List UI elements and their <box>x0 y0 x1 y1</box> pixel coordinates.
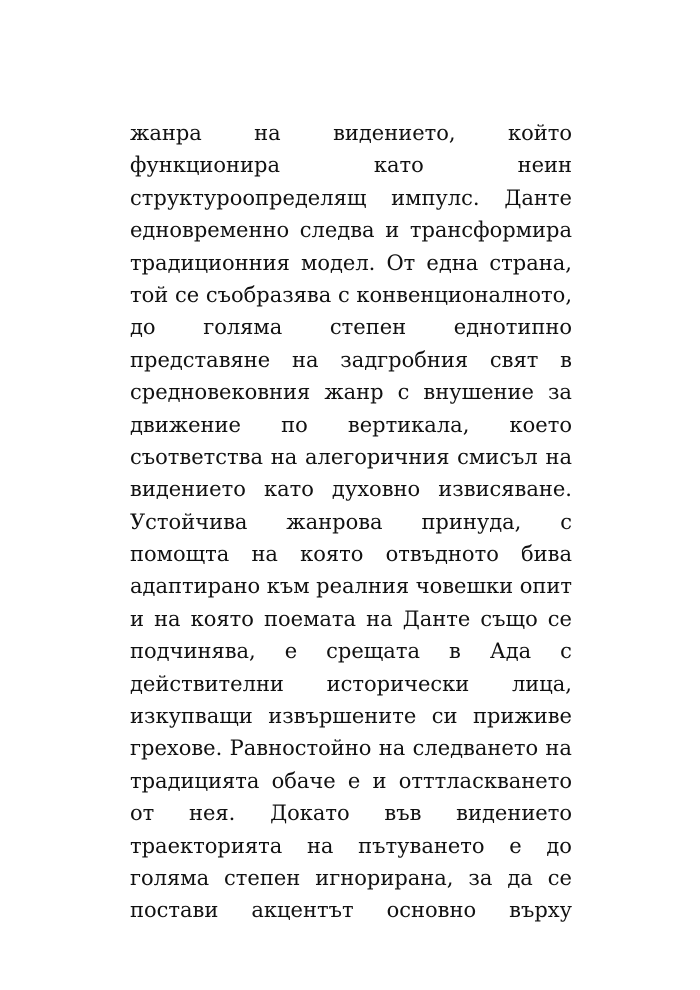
word: до <box>546 833 572 858</box>
word: реалния <box>316 574 410 599</box>
word: свят <box>489 347 539 372</box>
word: действителни <box>130 671 284 696</box>
word: Докато <box>270 801 350 826</box>
word: страна, <box>489 250 572 275</box>
text-line <box>130 668 572 700</box>
text-line <box>130 862 572 894</box>
word: на <box>251 542 278 567</box>
word: видението, <box>333 121 456 145</box>
word: нея. <box>188 801 236 826</box>
word: се <box>547 865 572 890</box>
word: с <box>560 509 572 534</box>
text-line <box>130 344 572 376</box>
text-line <box>130 603 572 635</box>
word: игнорирана, <box>315 865 454 890</box>
word: структуроопределящ <box>130 185 367 210</box>
text-line <box>130 247 572 279</box>
word: с <box>560 639 572 664</box>
word: на <box>366 606 393 631</box>
word: задгробния <box>340 347 469 372</box>
word: алегоричния <box>304 444 450 469</box>
word: съответства <box>130 444 263 469</box>
word: функционира <box>130 153 281 178</box>
text-line <box>130 894 572 926</box>
word: видението <box>456 801 572 826</box>
text-line <box>130 214 572 246</box>
word: на <box>545 736 572 761</box>
word: Устойчива <box>130 509 248 534</box>
word: се <box>547 606 572 631</box>
word: акцентът <box>251 898 354 923</box>
word: традиционния <box>130 250 290 275</box>
word: като <box>373 153 424 178</box>
word: по <box>281 412 308 437</box>
word: съобразява <box>205 282 332 307</box>
text-line <box>130 538 572 570</box>
word: на <box>254 121 281 145</box>
word: на <box>291 347 319 372</box>
word: за <box>547 380 572 405</box>
word: до <box>130 315 156 340</box>
word: и <box>130 606 144 631</box>
word: на <box>154 606 181 631</box>
word: бива <box>521 542 572 567</box>
word: исторически <box>326 671 470 696</box>
word: вертикала, <box>347 412 470 437</box>
text-line <box>130 182 572 214</box>
word: жанр <box>324 380 384 405</box>
word: едновременно <box>130 218 290 243</box>
word: пътуването <box>358 833 485 858</box>
text-line <box>130 376 572 408</box>
word: Равностойно <box>229 736 372 761</box>
word: отвъдното <box>385 542 499 567</box>
word: традицията <box>130 768 260 793</box>
word: помощта <box>130 542 230 567</box>
word: степен <box>329 315 407 340</box>
text-line <box>130 732 572 764</box>
word: постави <box>130 898 219 923</box>
word: и <box>372 768 387 793</box>
word: неин <box>517 153 572 178</box>
word: приживе <box>472 704 572 729</box>
word: опит <box>519 574 572 599</box>
text-line <box>130 279 572 311</box>
text-line <box>130 765 572 797</box>
word: отттласкването <box>398 768 572 793</box>
text-line <box>130 117 572 149</box>
word: следването <box>412 736 539 761</box>
word: жанра <box>130 121 202 145</box>
word: е <box>509 833 522 858</box>
word: е <box>284 639 298 664</box>
word: лица, <box>511 671 572 696</box>
word: на <box>270 444 298 469</box>
text-line <box>130 506 572 538</box>
word: в <box>560 347 572 372</box>
word: си <box>431 704 458 729</box>
word: който <box>507 121 572 145</box>
word: подчинява, <box>130 639 256 664</box>
word: за <box>468 865 493 890</box>
word: на <box>306 833 334 858</box>
word: голяма <box>203 315 283 340</box>
word: принуда, <box>421 509 522 534</box>
word: следва <box>299 218 375 243</box>
word: с <box>397 380 410 405</box>
word: с <box>337 282 350 307</box>
word: Ада <box>489 639 532 664</box>
word: се <box>174 282 200 307</box>
word: модел. <box>301 250 376 275</box>
word: жанрова <box>286 509 383 534</box>
text-line <box>130 797 572 829</box>
word: извършените <box>268 704 417 729</box>
word: която <box>300 542 364 567</box>
word: обаче <box>271 768 336 793</box>
word: От <box>386 250 416 275</box>
word: представяне <box>130 347 271 372</box>
word: върху <box>509 898 572 923</box>
word: голяма <box>130 865 210 890</box>
text-line <box>130 409 572 441</box>
word: видението <box>130 477 246 502</box>
word: Данте <box>504 185 572 210</box>
word: поемата <box>264 606 357 631</box>
word: и <box>385 218 400 243</box>
text-line <box>130 473 572 505</box>
word: средновековния <box>130 380 311 405</box>
word: човешки <box>415 574 514 599</box>
text-line <box>130 635 572 667</box>
word: траекторията <box>130 833 283 858</box>
word: също <box>480 606 538 631</box>
word: адаптирано <box>130 574 261 599</box>
word: основно <box>386 898 477 923</box>
word: трансформира <box>409 218 572 243</box>
word: от <box>130 801 155 826</box>
word: на <box>545 444 572 469</box>
text-line <box>130 830 572 862</box>
word: Данте <box>402 606 471 631</box>
word: към <box>266 574 310 599</box>
word: да <box>507 865 533 890</box>
body-text <box>130 117 572 927</box>
word: степен <box>224 865 301 890</box>
word: импулс. <box>391 185 480 210</box>
text-line <box>130 700 572 732</box>
word: духовно <box>331 477 421 502</box>
word: която <box>190 606 254 631</box>
text-line <box>130 441 572 473</box>
word: във <box>384 801 422 826</box>
word: една <box>426 250 479 275</box>
word: което <box>509 412 572 437</box>
word: извисяване. <box>438 477 572 502</box>
text-line <box>130 570 572 602</box>
word: движение <box>130 412 241 437</box>
word: е <box>347 768 361 793</box>
text-line <box>130 311 572 343</box>
word: конвенционалното, <box>356 282 572 307</box>
word: еднотипно <box>453 315 572 340</box>
word: той <box>130 282 169 307</box>
word: смисъл <box>457 444 538 469</box>
word: като <box>263 477 314 502</box>
word: в <box>448 639 461 664</box>
word: изкупващи <box>130 704 253 729</box>
word: срещата <box>326 639 420 664</box>
text-line <box>130 149 572 181</box>
word: внушение <box>423 380 534 405</box>
word: грехове. <box>130 736 223 761</box>
word: на <box>378 736 406 761</box>
